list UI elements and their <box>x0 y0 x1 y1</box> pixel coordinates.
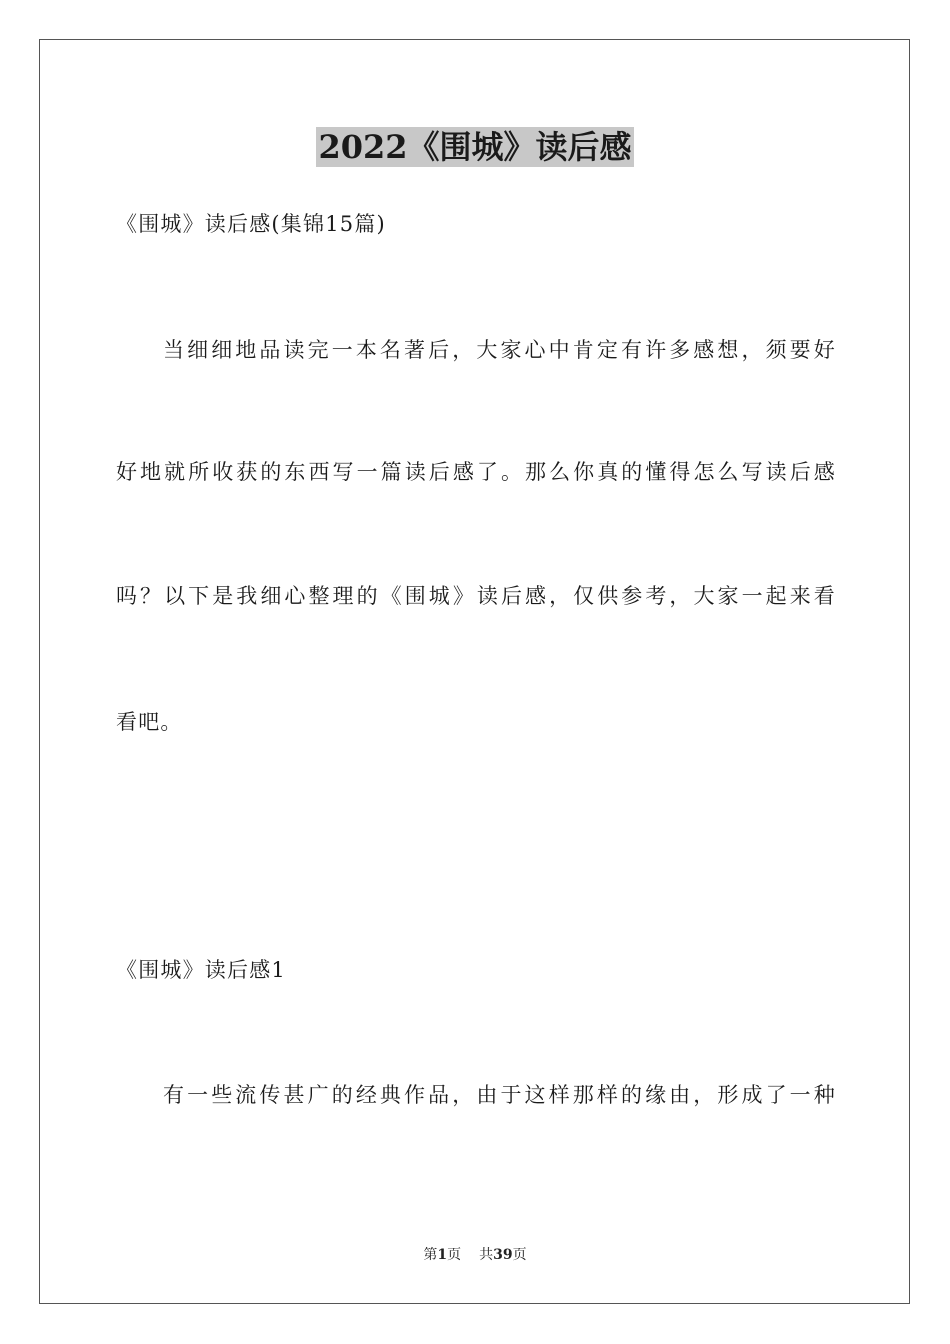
footer-total-suffix: 页 <box>512 1247 527 1263</box>
intro-line-1: 当细细地品读完一本名著后，大家心中肯定有许多感想，须要好 <box>163 338 836 362</box>
intro-line-3: 吗？以下是我细心整理的《围城》读后感，仅供参考，大家一起来看 <box>116 584 836 608</box>
footer-page-prefix: 第 <box>423 1247 438 1263</box>
document-subtitle: 《围城》读后感(集锦15篇) <box>116 212 386 236</box>
page-footer <box>0 1246 950 1264</box>
intro-line-2: 好地就所收获的东西写一篇读后感了。那么你真的懂得怎么写读后感 <box>116 460 836 484</box>
intro-line-4: 看吧。 <box>116 710 183 734</box>
section-heading: 《围城》读后感1 <box>116 958 286 982</box>
section-line-1: 有一些流传甚广的经典作品，由于这样那样的缘由，形成了一种 <box>163 1083 836 1107</box>
title-container <box>0 127 950 167</box>
footer-page-number: 1 <box>437 1247 448 1263</box>
footer-total-pages: 39 <box>493 1247 513 1263</box>
document-title: 2022《围城》读后感 <box>318 128 632 166</box>
footer-page-suffix: 页 <box>447 1247 462 1263</box>
footer-total-prefix: 共 <box>479 1247 494 1263</box>
